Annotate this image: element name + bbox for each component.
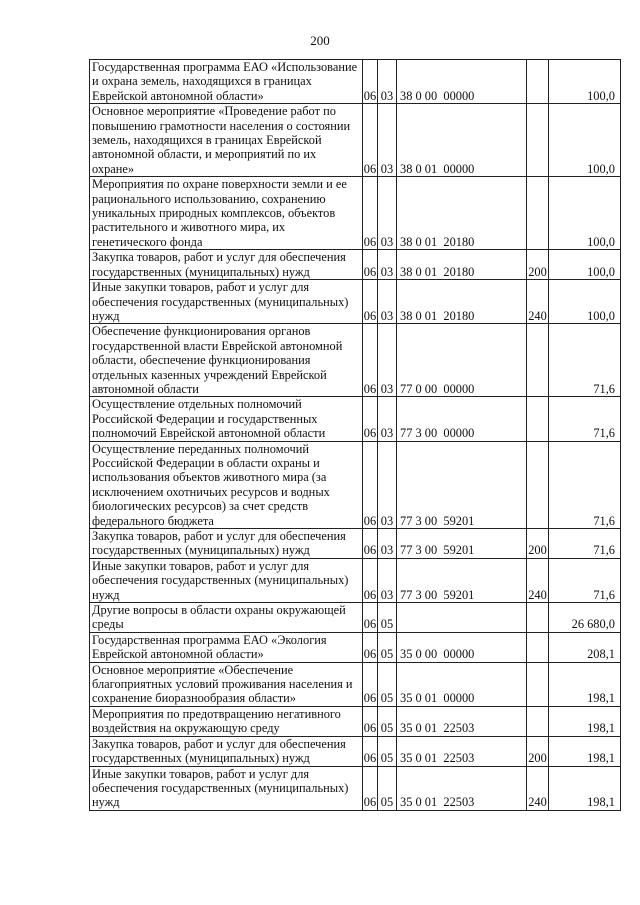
row-name: Основное мероприятие «Обеспечение благоприятных условий проживания населения и сохранение биоразнообразия области» xyxy=(90,662,363,706)
row-sum: 71,6 xyxy=(549,529,621,559)
table-row xyxy=(90,766,621,810)
row-expense-type: 200 xyxy=(527,736,549,766)
row-podrazdel: 03 xyxy=(378,324,397,397)
row-name: Мероприятия по предотвращению негативного воздействия на окружающую среду xyxy=(90,706,363,736)
row-expense-type xyxy=(527,397,549,441)
row-target-article: 77 3 00 59201 xyxy=(397,529,527,559)
row-target-article xyxy=(397,603,527,633)
row-expense-type xyxy=(527,706,549,736)
row-name: Закупка товаров, работ и услуг для обеспечения государственных (муниципальных) нужд xyxy=(90,250,363,280)
row-name: Другие вопросы в области охраны окружающей среды xyxy=(90,603,363,633)
row-expense-type: 240 xyxy=(527,280,549,324)
table-row xyxy=(90,632,621,662)
row-target-article: 35 0 01 00000 xyxy=(397,662,527,706)
row-expense-type xyxy=(527,662,549,706)
row-razdel: 06 xyxy=(363,441,378,528)
row-target-article: 77 3 00 59201 xyxy=(397,441,527,528)
page-number: 200 xyxy=(310,33,330,48)
row-sum: 198,1 xyxy=(549,766,621,810)
table-row xyxy=(90,397,621,441)
row-podrazdel: 05 xyxy=(378,662,397,706)
row-target-article: 77 3 00 00000 xyxy=(397,397,527,441)
table-row xyxy=(90,280,621,324)
row-podrazdel: 03 xyxy=(378,280,397,324)
row-expense-type: 240 xyxy=(527,558,549,602)
row-podrazdel: 05 xyxy=(378,736,397,766)
row-sum: 71,6 xyxy=(549,558,621,602)
row-target-article: 38 0 01 00000 xyxy=(397,104,527,177)
row-sum: 100,0 xyxy=(549,280,621,324)
row-sum: 208,1 xyxy=(549,632,621,662)
row-target-article: 35 0 00 00000 xyxy=(397,632,527,662)
table-row xyxy=(90,324,621,397)
row-podrazdel: 03 xyxy=(378,441,397,528)
table-row xyxy=(90,736,621,766)
row-name: Обеспечение функционирования органов государственной власти Еврейской автономной области, обеспечение функционирования отдельных казенных учреждений Еврейской автономной области xyxy=(90,324,363,397)
row-sum: 198,1 xyxy=(549,662,621,706)
row-podrazdel: 03 xyxy=(378,250,397,280)
budget-table xyxy=(89,59,621,811)
row-sum: 71,6 xyxy=(549,397,621,441)
row-podrazdel: 03 xyxy=(378,60,397,104)
row-podrazdel: 03 xyxy=(378,104,397,177)
row-expense-type xyxy=(527,60,549,104)
budget-table-body xyxy=(90,60,621,811)
row-expense-type xyxy=(527,177,549,250)
row-sum: 100,0 xyxy=(549,250,621,280)
row-expense-type: 200 xyxy=(527,529,549,559)
table-row xyxy=(90,603,621,633)
row-sum: 198,1 xyxy=(549,706,621,736)
row-razdel: 06 xyxy=(363,558,378,602)
row-name: Государственная программа ЕАО «Использование и охрана земель, находящихся в границах Еврейской автономной области» xyxy=(90,60,363,104)
row-name: Осуществление отдельных полномочий Российской Федерации и государственных полномочий Еврейской автономной области xyxy=(90,397,363,441)
row-name: Мероприятия по охране поверхности земли и ее рационального использованию, сохранению уникальных природных комплексов, объектов растительного и животного мира, их генетического фонда xyxy=(90,177,363,250)
row-podrazdel: 05 xyxy=(378,603,397,633)
row-target-article: 35 0 01 22503 xyxy=(397,766,527,810)
row-expense-type xyxy=(527,441,549,528)
row-podrazdel: 03 xyxy=(378,558,397,602)
row-razdel: 06 xyxy=(363,250,378,280)
row-target-article: 38 0 01 20180 xyxy=(397,280,527,324)
row-expense-type xyxy=(527,324,549,397)
row-expense-type xyxy=(527,632,549,662)
row-podrazdel: 03 xyxy=(378,397,397,441)
row-target-article: 38 0 01 20180 xyxy=(397,250,527,280)
row-target-article: 35 0 01 22503 xyxy=(397,706,527,736)
table-row xyxy=(90,60,621,104)
table-row xyxy=(90,662,621,706)
row-name: Государственная программа ЕАО «Экология Еврейской автономной области» xyxy=(90,632,363,662)
row-sum: 71,6 xyxy=(549,324,621,397)
row-target-article: 38 0 01 20180 xyxy=(397,177,527,250)
table-row xyxy=(90,250,621,280)
row-target-article: 77 3 00 59201 xyxy=(397,558,527,602)
row-name: Иные закупки товаров, работ и услуг для обеспечения государственных (муниципальных) нужд xyxy=(90,558,363,602)
row-razdel: 06 xyxy=(363,529,378,559)
row-podrazdel: 05 xyxy=(378,632,397,662)
row-razdel: 06 xyxy=(363,632,378,662)
row-name: Закупка товаров, работ и услуг для обеспечения государственных (муниципальных) нужд xyxy=(90,736,363,766)
row-podrazdel: 03 xyxy=(378,177,397,250)
row-podrazdel: 05 xyxy=(378,766,397,810)
row-razdel: 06 xyxy=(363,662,378,706)
row-razdel: 06 xyxy=(363,706,378,736)
row-razdel: 06 xyxy=(363,397,378,441)
row-expense-type xyxy=(527,104,549,177)
row-razdel: 06 xyxy=(363,324,378,397)
row-target-article: 38 0 00 00000 xyxy=(397,60,527,104)
row-name: Закупка товаров, работ и услуг для обеспечения государственных (муниципальных) нужд xyxy=(90,529,363,559)
table-row xyxy=(90,177,621,250)
row-razdel: 06 xyxy=(363,60,378,104)
row-sum: 100,0 xyxy=(549,60,621,104)
row-razdel: 06 xyxy=(363,736,378,766)
row-razdel: 06 xyxy=(363,766,378,810)
row-name: Осуществление переданных полномочий Российской Федерации в области охраны и использования объектов животного мира (за исключением охотничьих ресурсов и водных биологических ресурсов) за счет средств федерального бюджета xyxy=(90,441,363,528)
row-name: Основное мероприятие «Проведение работ по повышению грамотности населения о состоянии земель, находящихся в границах Еврейской автономной области, и мероприятий по их охране» xyxy=(90,104,363,177)
table-row xyxy=(90,558,621,602)
row-sum: 71,6 xyxy=(549,441,621,528)
row-razdel: 06 xyxy=(363,280,378,324)
row-razdel: 06 xyxy=(363,603,378,633)
row-podrazdel: 05 xyxy=(378,706,397,736)
row-expense-type: 240 xyxy=(527,766,549,810)
row-target-article: 77 0 00 00000 xyxy=(397,324,527,397)
row-name: Иные закупки товаров, работ и услуг для обеспечения государственных (муниципальных) нужд xyxy=(90,766,363,810)
table-row xyxy=(90,104,621,177)
row-podrazdel: 03 xyxy=(378,529,397,559)
row-razdel: 06 xyxy=(363,177,378,250)
table-row xyxy=(90,441,621,528)
row-sum: 198,1 xyxy=(549,736,621,766)
table-row xyxy=(90,706,621,736)
row-expense-type xyxy=(527,603,549,633)
row-razdel: 06 xyxy=(363,104,378,177)
row-name: Иные закупки товаров, работ и услуг для обеспечения государственных (муниципальных) нужд xyxy=(90,280,363,324)
row-expense-type: 200 xyxy=(527,250,549,280)
row-sum: 100,0 xyxy=(549,104,621,177)
row-sum: 100,0 xyxy=(549,177,621,250)
row-sum: 26 680,0 xyxy=(549,603,621,633)
row-target-article: 35 0 01 22503 xyxy=(397,736,527,766)
table-row xyxy=(90,529,621,559)
